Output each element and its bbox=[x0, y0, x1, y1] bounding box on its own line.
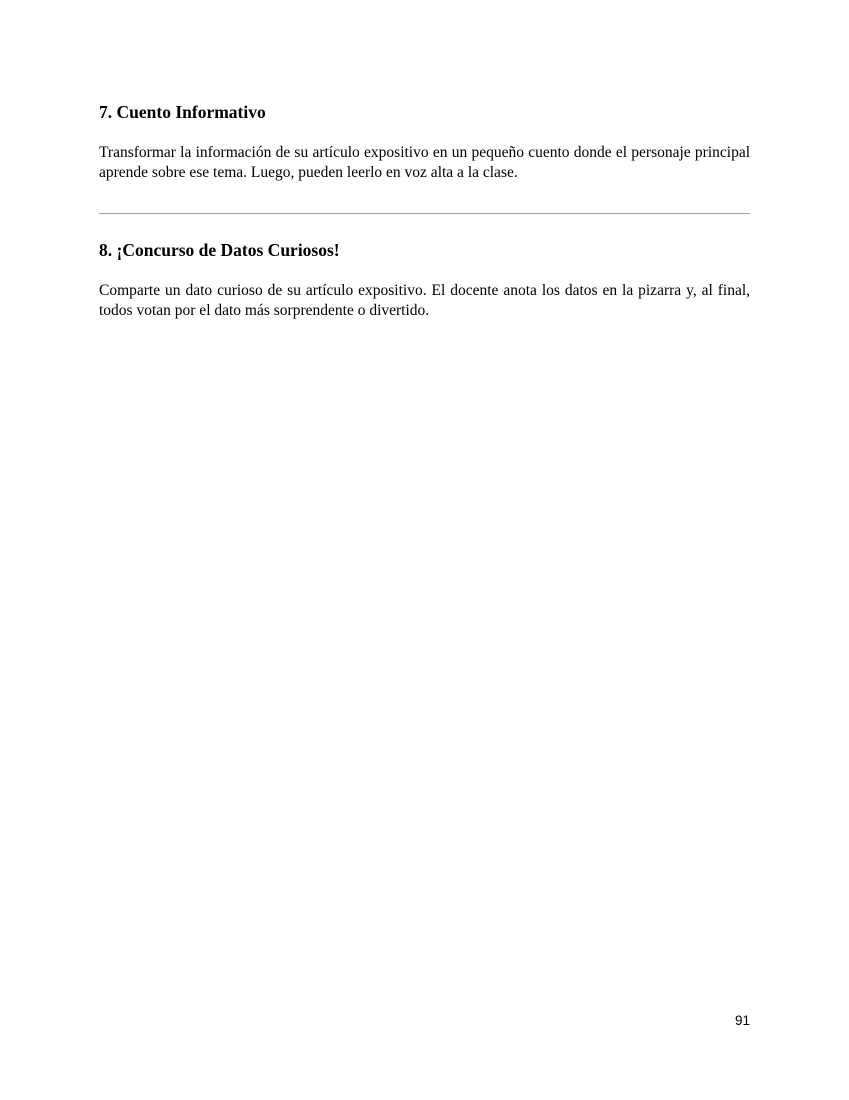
section-body-8: Comparte un dato curioso de su artículo expositivo. El docente anota los datos en la pizarra y, al final, todos votan por el dato más sorprendente o divertido. bbox=[99, 282, 750, 319]
section-divider bbox=[99, 213, 750, 214]
page-content bbox=[99, 0, 750, 321]
page-number: 91 bbox=[734, 1013, 750, 1028]
section-heading-7: 7. Cuento Informativo bbox=[99, 102, 266, 122]
section-body-7: Transformar la información de su artículo expositivo en un pequeño cuento donde el personaje principal aprende sobre ese tema. Luego, pueden leerlo en voz alta a la clase. bbox=[99, 144, 750, 181]
section-heading-8: 8. ¡Concurso de Datos Curiosos! bbox=[99, 240, 340, 260]
